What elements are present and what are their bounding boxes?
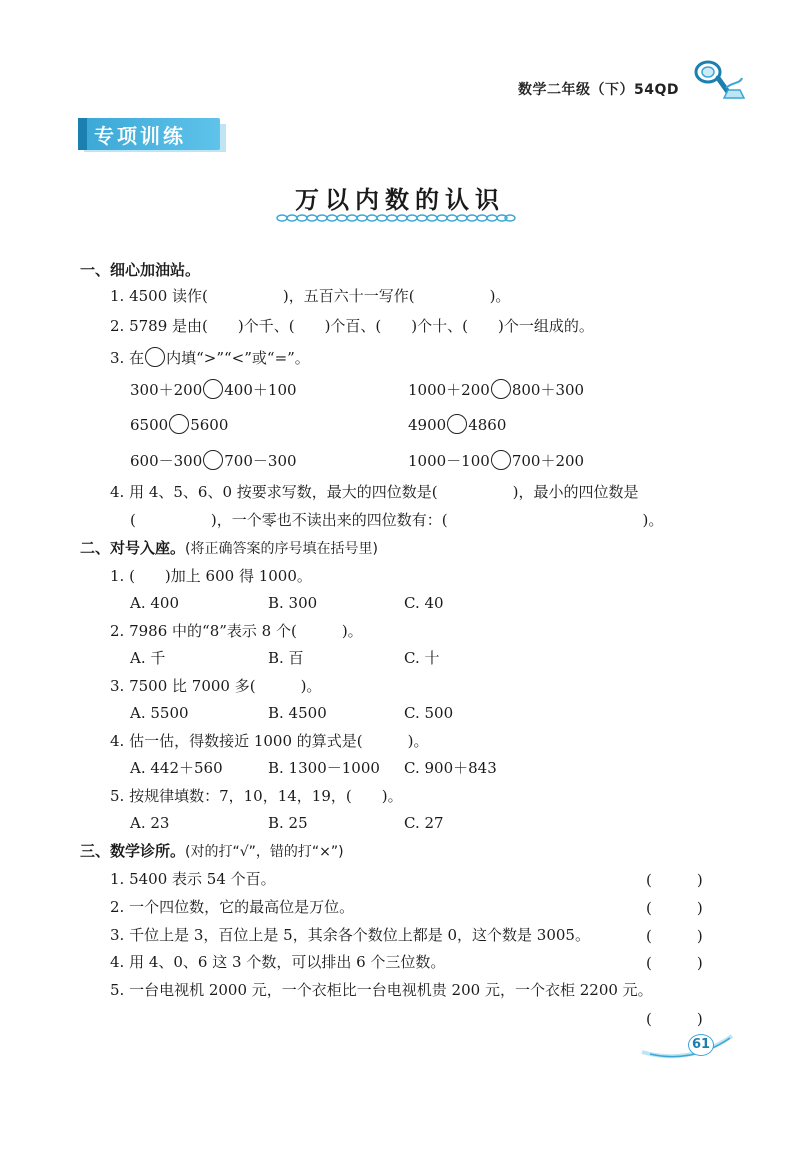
- s2-option-b[interactable]: B. 25: [268, 814, 308, 832]
- page-number-badge: [640, 1030, 740, 1060]
- answer-circle[interactable]: [491, 379, 511, 399]
- answer-circle[interactable]: [145, 347, 165, 367]
- compare-item: [408, 415, 506, 436]
- answer-paren[interactable]: ( ): [646, 871, 703, 889]
- compare-item: [130, 415, 228, 436]
- s2-question: 2. 7986 中的“8”表示 8 个( )。: [110, 622, 363, 640]
- compare-right: 400＋100: [224, 381, 297, 399]
- answer-circle[interactable]: [169, 414, 189, 434]
- s3-item: 1. 5400 表示 54 个百。: [110, 870, 276, 888]
- s3-item: 2. 一个四位数，它的最高位是万位。: [110, 898, 355, 916]
- compare-right: 700＋200: [511, 452, 585, 470]
- s3-item: 4. 用 4、0、6 这 3 个数，可以排出 6 个三位数。: [110, 953, 446, 971]
- compare-item: [408, 380, 584, 401]
- s2-option-c[interactable]: C. 27: [404, 814, 444, 832]
- s2-option-b[interactable]: B. 300: [268, 594, 318, 612]
- s2-option-c[interactable]: C. 500: [404, 704, 454, 722]
- s1-q3-prefix: 3. 在: [110, 349, 145, 367]
- compare-left: 1000＋200: [408, 381, 490, 399]
- s2-option-b[interactable]: B. 4500: [268, 704, 327, 722]
- answer-circle[interactable]: [491, 450, 511, 470]
- compare-right: 800＋300: [511, 381, 585, 399]
- banner-label: 专项训练: [94, 124, 186, 148]
- answer-paren[interactable]: ( ): [646, 1010, 703, 1028]
- s1-q1: 1. 4500 读作( )，五百六十一写作( )。: [110, 287, 511, 305]
- section2-heading: [80, 538, 378, 559]
- compare-item: [130, 451, 297, 472]
- section1-heading: 一、细心加油站。: [80, 261, 201, 279]
- s2-option-a[interactable]: A. 千: [130, 649, 166, 667]
- section3-note: (对的打“√”，错的打“×”): [185, 844, 344, 860]
- s2-option-a[interactable]: A. 23: [130, 814, 170, 832]
- s2-option-c[interactable]: C. 900＋843: [404, 759, 497, 777]
- chain-decoration: [276, 214, 516, 222]
- s1-q3-suffix: 内填“>”“<”或“=”。: [166, 349, 310, 367]
- section2-note: (将正确答案的序号填在括号里): [185, 541, 378, 557]
- s2-option-b[interactable]: B. 1300－1000: [268, 759, 380, 777]
- page-title: 万以内数的认识: [295, 186, 505, 214]
- compare-item: [130, 380, 297, 401]
- s2-option-a[interactable]: A. 400: [130, 594, 179, 612]
- page-number: 61: [688, 1034, 714, 1056]
- answer-paren[interactable]: ( ): [646, 899, 703, 917]
- compare-left: 4900: [408, 416, 447, 434]
- answer-circle[interactable]: [203, 379, 223, 399]
- s2-option-c[interactable]: C. 40: [404, 594, 444, 612]
- s2-option-a[interactable]: A. 442＋560: [130, 759, 223, 777]
- compare-left: 600－300: [130, 452, 203, 470]
- s1-q4-line2: ( )，一个零也不读出来的四位数有：( )。: [130, 511, 664, 529]
- s2-option-c[interactable]: C. 十: [404, 649, 440, 667]
- s2-question: 1. ( )加上 600 得 1000。: [110, 567, 312, 585]
- section3-heading: [80, 841, 344, 862]
- s2-option-a[interactable]: A. 5500: [130, 704, 189, 722]
- compare-item: [408, 451, 584, 472]
- magnifier-mascot-icon: [688, 58, 746, 102]
- compare-left: 300＋200: [130, 381, 203, 399]
- section-banner: [78, 118, 228, 152]
- section3-title: 三、数学诊所。: [80, 842, 186, 860]
- s2-option-b[interactable]: B. 百: [268, 649, 304, 667]
- s1-q2: 2. 5789 是由( )个千、( )个百、( )个十、( )个一组成的。: [110, 317, 594, 335]
- compare-left: 6500: [130, 416, 169, 434]
- answer-paren[interactable]: ( ): [646, 927, 703, 945]
- compare-right: 4860: [468, 416, 507, 434]
- s3-item: 3. 千位上是 3，百位上是 5，其余各个数位上都是 0，这个数是 3005。: [110, 926, 590, 944]
- compare-right: 5600: [190, 416, 229, 434]
- s3-item: 5. 一台电视机 2000 元，一个衣柜比一台电视机贵 200 元，一个衣柜 2200 元。: [110, 981, 653, 999]
- section2-title: 二、对号入座。: [80, 539, 186, 557]
- answer-circle[interactable]: [203, 450, 223, 470]
- s2-question: 4. 估一估，得数接近 1000 的算式是( )。: [110, 732, 429, 750]
- compare-right: 700－300: [224, 452, 297, 470]
- s2-question: 5. 按规律填数：7，10，14，19，( )。: [110, 787, 403, 805]
- answer-circle[interactable]: [447, 414, 467, 434]
- book-header: 数学二年级（下）54QD: [518, 82, 680, 98]
- s1-q4-line1: 4. 用 4、5、6、0 按要求写数，最大的四位数是( )，最小的四位数是: [110, 483, 639, 501]
- compare-left: 1000－100: [408, 452, 490, 470]
- s2-question: 3. 7500 比 7000 多( )。: [110, 677, 322, 695]
- s1-q3: [110, 348, 310, 369]
- answer-paren[interactable]: ( ): [646, 954, 703, 972]
